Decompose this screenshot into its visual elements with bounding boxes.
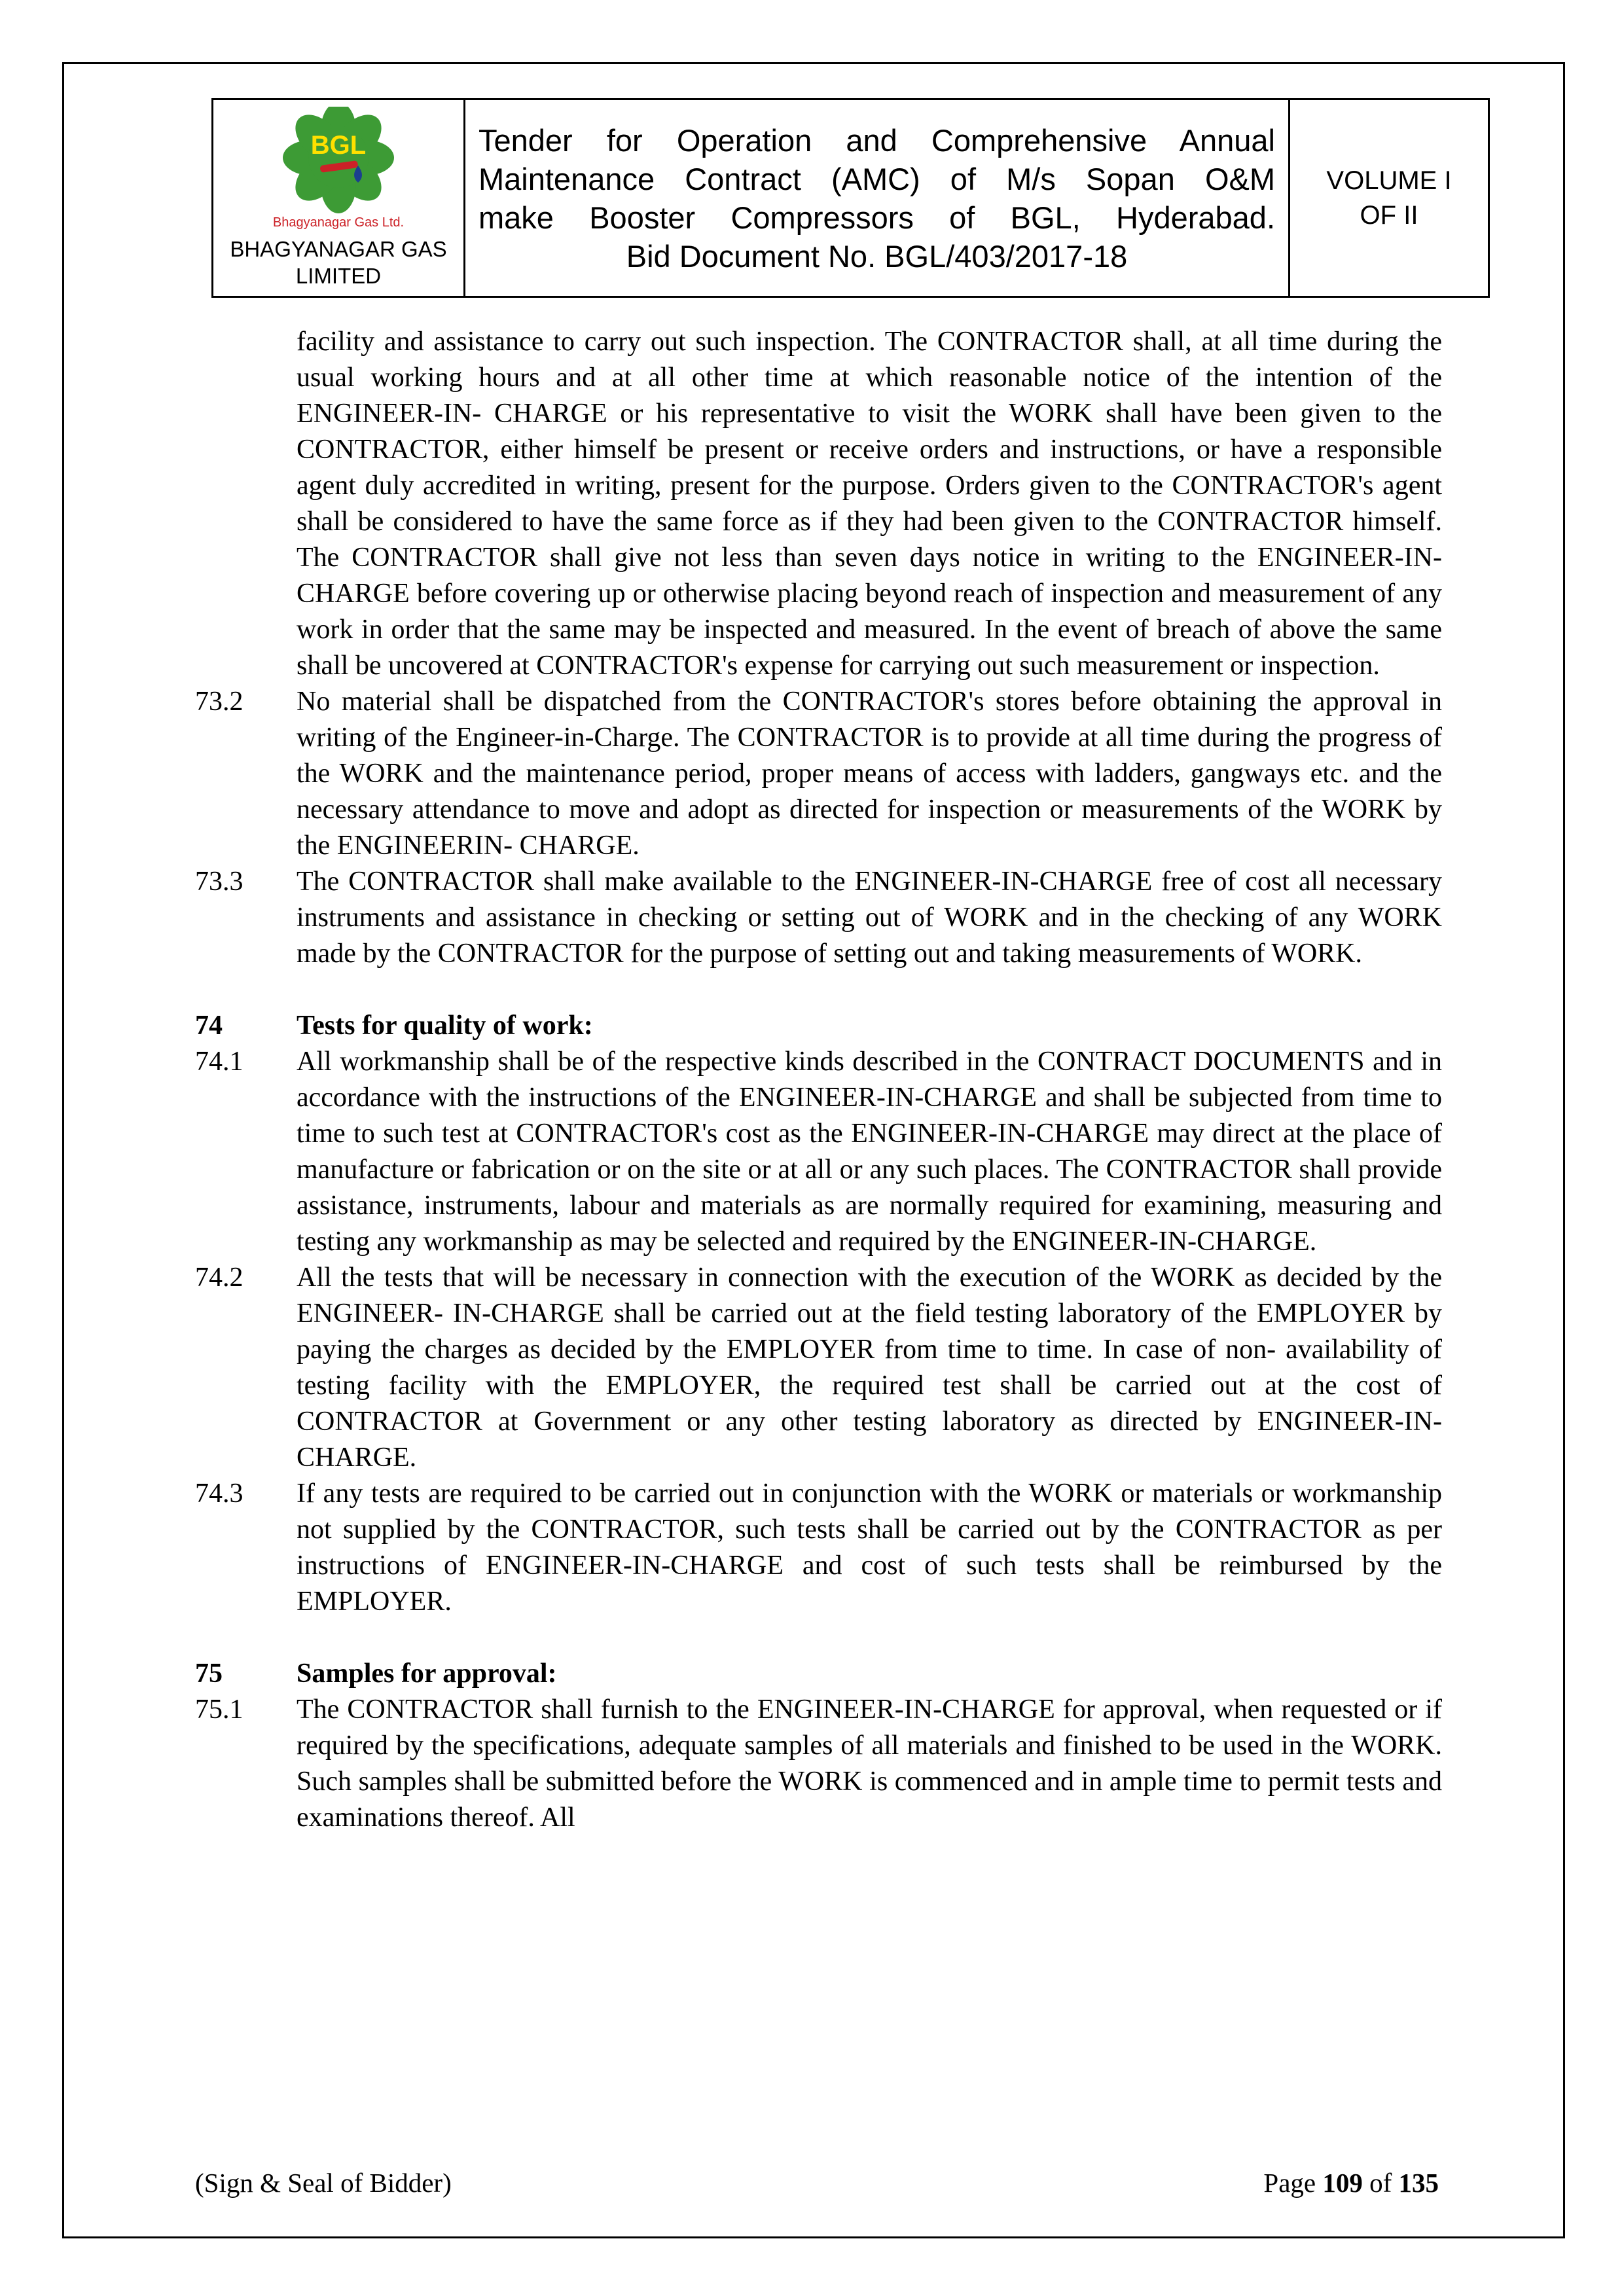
clause-75.1 xyxy=(195,1692,1442,1836)
total-pages: 135 xyxy=(1398,2168,1439,2198)
clause-74 xyxy=(195,1008,1442,1044)
of-word: of xyxy=(1362,2168,1399,2198)
clause-73.3 xyxy=(195,864,1442,972)
clause-text: The CONTRACTOR shall make available to the ENGINEER-IN-CHARGE free of cost all necessary instruments and assistance in checking or setting out of WORK and in the checking of any WORK made by the CONTRACTOR for the purpose of setting out and taking measurements of WORK. xyxy=(297,867,1442,969)
clause-number: 73.3 xyxy=(195,867,244,897)
svg-text:BGL: BGL xyxy=(310,131,366,160)
clause-continuation xyxy=(195,324,1442,684)
company-name-line1: BHAGYANAGAR GAS xyxy=(230,237,447,261)
company-logo xyxy=(223,107,454,289)
clause-number: 75 xyxy=(195,1659,223,1689)
clause-74.3 xyxy=(195,1476,1442,1620)
clause-74.2 xyxy=(195,1260,1442,1476)
clause-75 xyxy=(195,1656,1442,1692)
bid-document-number: Bid Document No. BGL/403/2017-18 xyxy=(626,238,1128,274)
tender-title-line3: make Booster Compressors of BGL, Hyderabad. xyxy=(478,200,1275,235)
clause-number: 73.2 xyxy=(195,687,244,717)
clause-text: Tests for quality of work: xyxy=(297,1011,593,1041)
page-border xyxy=(62,62,1565,2238)
header-volume-cell xyxy=(1290,99,1489,297)
clause-text: Samples for approval: xyxy=(297,1659,557,1689)
clause-text: If any tests are required to be carried out in conjunction with the WORK or materials or workmanship not supplied by the CONTRACTOR, such tests shall be carried out by the CONTRACTOR as per instructions of ENGINEER-IN-CHARGE and cost of such tests shall be reimbursed by the EMPLOYER. xyxy=(297,1479,1442,1617)
clause-73.2 xyxy=(195,684,1442,864)
document-header-table xyxy=(211,98,1490,298)
volume-label xyxy=(1299,164,1479,233)
clause-number: 75.1 xyxy=(195,1695,244,1725)
clause-text: All the tests that will be necessary in connection with the execution of the WORK as decided by the ENGINEER- IN-CHARGE shall be carried out at the field testing laboratory of the EMPLOYER by paying the charges as decided by the EMPLOYER from time to time. In case of non- availability of testing facility with the EMPLOYER, the required test shall be carried out at the cost of CONTRACTOR at Government or any other testing laboratory as directed by ENGINEER-IN-CHARGE. xyxy=(297,1263,1442,1473)
clause-text: The CONTRACTOR shall furnish to the ENGINEER-IN-CHARGE for approval, when requested or if required by the specifications, adequate samples of all materials and finished to be used in the WORK. Such samples shall be submitted before the WORK is commenced and in ample time to permit tests and examinations thereof. All xyxy=(297,1695,1442,1833)
clause-number: 74.3 xyxy=(195,1479,244,1509)
page-number: 109 xyxy=(1322,2168,1363,2198)
clause-text: facility and assistance to carry out such inspection. The CONTRACTOR shall, at all time during the usual working hours and at all other time at which reasonable notice of the intention of the ENGINEER-IN- CHARGE or his representative to visit the WORK shall have been given to the CONTRACTOR, either himself be present or receive orders and instructions, or have a responsible agent duly accredited in writing, present for the purpose. Orders given to the CONTRACTOR's agent shall be considered to have the same force as if they had been given to the CONTRACTOR himself. The CONTRACTOR shall give not less than seven days notice in writing to the ENGINEER-IN-CHARGE before covering up or otherwise placing beyond reach of inspection and measurement of any work in order that the same may be inspected and measured. In the event of breach of above the same shall be uncovered at CONTRACTOR's expense for carrying out such measurement or inspection. xyxy=(297,327,1442,681)
clause-list xyxy=(195,324,1442,1836)
clause-number: 74.2 xyxy=(195,1263,244,1293)
volume-line1: VOLUME I xyxy=(1326,166,1452,195)
clause-number: 74 xyxy=(195,1011,223,1041)
tender-title-line1: Tender for Operation and Comprehensive Annual xyxy=(478,122,1275,158)
sign-seal-label: (Sign & Seal of Bidder) xyxy=(195,2168,452,2198)
clause-74.1 xyxy=(195,1044,1442,1260)
company-name xyxy=(230,236,446,289)
company-name-line2: LIMITED xyxy=(295,264,382,288)
header-title-cell xyxy=(465,99,1290,297)
logo-caption: Bhagyanagar Gas Ltd. xyxy=(272,215,405,230)
page-indicator xyxy=(1263,2167,1439,2198)
bgl-logo-icon xyxy=(278,107,399,219)
clause-number xyxy=(195,324,297,684)
tender-title xyxy=(475,121,1279,276)
clause-number: 74.1 xyxy=(195,1047,244,1077)
header-logo-cell xyxy=(213,99,465,297)
clause-text: All workmanship shall be of the respective kinds described in the CONTRACT DOCUMENTS and in accordance with the instructions of the ENGINEER-IN-CHARGE and shall be subjected from time to time to such test at CONTRACTOR's cost as the ENGINEER-IN-CHARGE may direct at the place of manufacture or fabrication or on the site or at all or any such places. The CONTRACTOR shall provide assistance, instruments, labour and materials as are normally required for examining, measuring and testing any workmanship as may be selected and required by the ENGINEER-IN-CHARGE. xyxy=(297,1047,1442,1257)
volume-line2: OF II xyxy=(1360,200,1418,230)
page-footer xyxy=(195,2167,1439,2198)
tender-title-line2: Maintenance Contract (AMC) of M/s Sopan O&M xyxy=(478,161,1275,196)
page-word: Page xyxy=(1263,2168,1323,2198)
clause-text: No material shall be dispatched from the CONTRACTOR's stores before obtaining the approval in writing of the Engineer-in-Charge. The CONTRACTOR is to provide at all time during the progress of the WORK and the maintenance period, proper means of access with ladders, gangways etc. and the necessary attendance to move and adopt as directed for inspection or measurements of the WORK by the ENGINEERIN- CHARGE. xyxy=(297,687,1442,861)
